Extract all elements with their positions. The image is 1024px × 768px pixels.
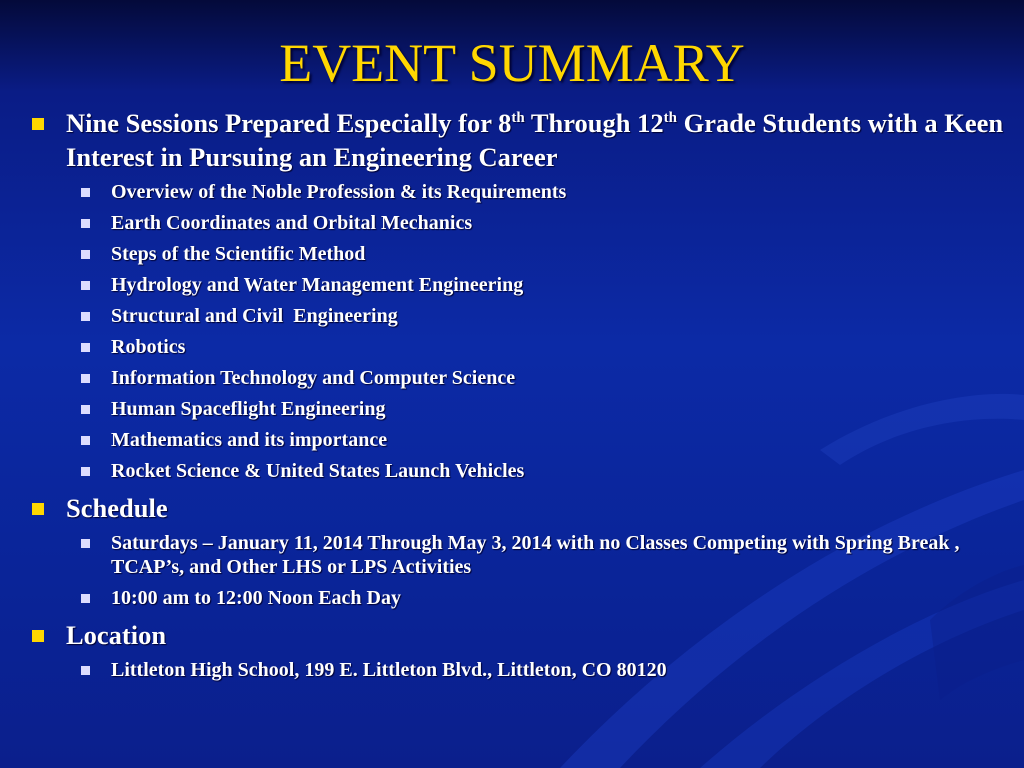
sub-bullet-text: Hydrology and Water Management Engineering [111,274,524,296]
sub-bullet-text: Earth Coordinates and Orbital Mechanics [111,212,473,234]
square-bullet-icon [81,281,90,290]
slide-content [30,106,1020,682]
sub-bullet-item [30,304,1020,328]
square-bullet-icon [32,118,44,130]
sub-bullet-text: Steps of the Scientific Method [111,243,366,265]
sub-bullet-item [30,273,1020,297]
square-bullet-icon [32,503,44,515]
sub-bullet-item [30,242,1020,266]
sub-bullet-item [30,428,1020,452]
bullet-text: Schedule [66,493,168,523]
sub-bullet-item [30,531,1020,579]
sub-bullet-text: Information Technology and Computer Science [111,367,516,389]
square-bullet-icon [81,594,90,603]
sub-bullet-item [30,180,1020,204]
sub-bullet-text: Structural and Civil Engineering [111,305,398,327]
square-bullet-icon [81,219,90,228]
sub-bullet-text: Rocket Science & United States Launch Vehicles [111,460,525,482]
square-bullet-icon [81,405,90,414]
sub-bullet-item [30,335,1020,359]
bullet-location [30,618,1020,652]
bullet-text: Location [66,620,167,650]
square-bullet-icon [81,539,90,548]
superscript: th [663,110,678,126]
sub-bullet-text: Overview of the Noble Profession & its Requirements [111,181,567,203]
square-bullet-icon [81,188,90,197]
sub-bullet-item [30,459,1020,483]
bullet-nine-sessions [30,106,1020,174]
sub-bullet-text: 10:00 am to 12:00 Noon Each Day [111,587,401,609]
square-bullet-icon [81,436,90,445]
square-bullet-icon [81,343,90,352]
bullet-text: Through 12 [524,108,664,138]
superscript: th [511,110,525,126]
square-bullet-icon [81,666,90,675]
square-bullet-icon [32,630,44,642]
sub-bullet-item [30,211,1020,235]
square-bullet-icon [81,250,90,259]
sub-bullet-item [30,658,1020,682]
square-bullet-icon [81,467,90,476]
sub-bullet-item [30,366,1020,390]
square-bullet-icon [81,374,90,383]
bullet-text: Grade Students with a Keen Interest in Pursuing an Engineering Career [66,108,1004,172]
sub-bullet-text: Saturdays – January 11, 2014 Through May 3, 2014 with no Classes Competing with Spring Break , TCAP’s, and Other LHS or LPS Activities [111,532,960,578]
bullet-text: Nine Sessions Prepared Especially for 8 [66,108,512,138]
sub-bullet-item [30,397,1020,421]
sub-bullet-text: Littleton High School, 199 E. Littleton Blvd., Littleton, CO 80120 [111,659,667,681]
slide-title: EVENT SUMMARY [279,33,745,93]
sub-bullet-text: Mathematics and its importance [111,429,388,451]
sub-bullet-item [30,586,1020,610]
square-bullet-icon [81,312,90,321]
sub-bullet-text: Robotics [111,336,186,358]
sub-bullet-text: Human Spaceflight Engineering [111,398,386,420]
bullet-schedule [30,491,1020,525]
